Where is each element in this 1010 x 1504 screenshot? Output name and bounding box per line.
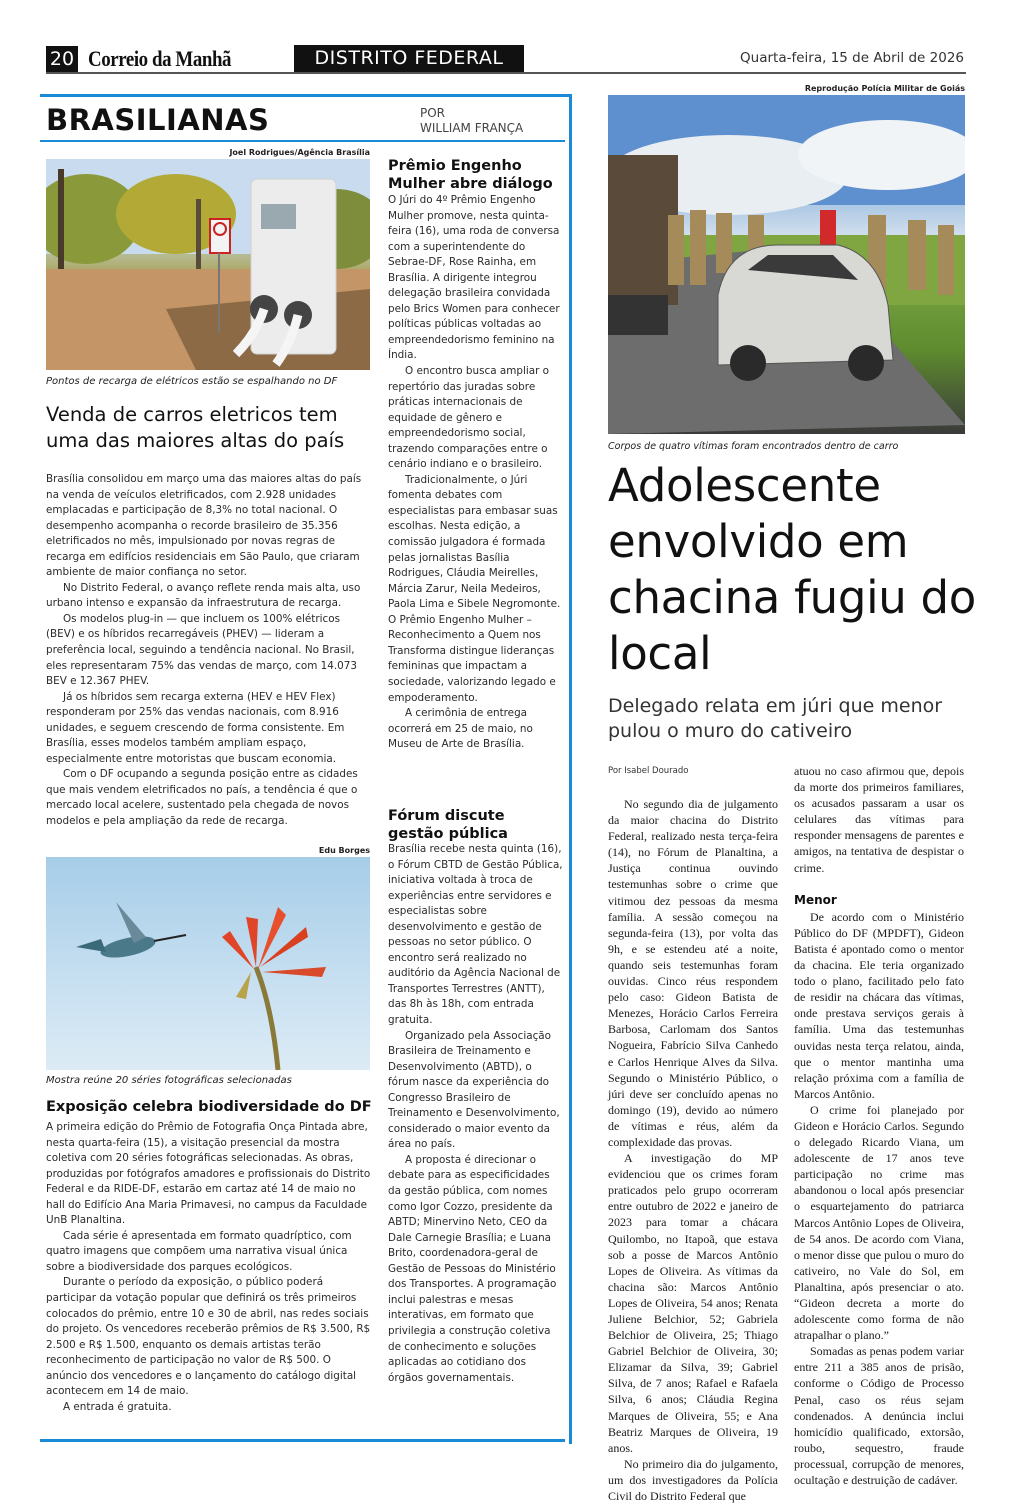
paragraph: Com o DF ocupando a segunda posição entre as cidades que mais vendem eletrificados no país, a tendência é que o mercado local acelere, sustentado pela chegada de novos modelos e pela ampliação da rede de recarga. bbox=[46, 768, 358, 828]
paragraph: No segundo dia de julgamento da maior chacina do Distrito Federal, realizado nesta terça-feira (14), no Fórum de Planaltina, a Justiça continua ouvindo testemunhas sobre o crime que vitimou dez pessoas da mesma família. A sessão começou na segunda-feira (13), por volta das 9h, e se estendeu até a noite, quando seis testemunhas foram ouvidas. Cinco réus respondem pelo caso: Gideon Batista de Menezes, Horácio Carlos Ferreira Barbosa, Carlomam dos Santos Nogueira, Fabrício Silva Canhedo e Carlos Henrique Alves da Silva. Segundo o Ministério Público, o júri deve ser concluído apenas no domingo (19), devido ao número de vítimas e réus, além da complexidade das provas. bbox=[608, 797, 778, 1149]
photo-caption: Mostra reúne 20 séries fotográficas selecionadas bbox=[46, 1075, 292, 1086]
main-headline: Adolescente envolvido em chacina fugiu do local bbox=[608, 459, 977, 680]
author-byline: Por Isabel Dourado bbox=[608, 766, 689, 776]
column-box-bottom-border bbox=[40, 1439, 565, 1442]
paragraph: Somadas as penas podem variar entre 211 a 385 anos de prisão, conforme o Código de Processo Penal, caso os réus sejam condenados. A denúncia inclui homicídio qualificado, extorsão, roubo, sequestro, fraude processual, corrupção de menores, ocultação e destruição de cadáver. bbox=[794, 1344, 964, 1488]
paragraph: O crime foi planejado por Gideon e Horácio Carlos. Segundo o delegado Ricardo Viana, um adolescente de 17 anos teve participação no crime mas abandonou o local após presenciar o esquartejamento do patriarca Marcos Antônio Lopes de Oliveira, de 54 anos. De acordo com Viana, o menor disse que pulou o muro do cativeiro, no Vale do Sol, em Planaltina, após presenciar o ato. “Gideon decreta a morte do adolescente como forma de não atrapalhar o plano.” bbox=[794, 1102, 964, 1343]
burned-car-illustration bbox=[608, 95, 965, 434]
article-body bbox=[388, 842, 563, 1386]
paragraph: A entrada é gratuita. bbox=[63, 1400, 172, 1413]
article-column-2 bbox=[794, 763, 964, 1488]
hummingbird-illustration bbox=[46, 857, 370, 1070]
paragraph: A cerimônia de entrega ocorrerá em 25 de maio, no Museu de Arte de Brasília. bbox=[388, 707, 533, 751]
main-deck: Delegado relata em júri que menor pulou o muro do cativeiro bbox=[608, 695, 943, 742]
edition-date: Quarta-feira, 15 de Abril de 2026 bbox=[740, 50, 964, 66]
paragraph: A primeira edição do Prêmio de Fotografia Onça Pintada abre, nesta quarta-feira (15), a visitação presencial da mostra coletiva com 20 séries fotográficas selecionadas. As obras, produzidas por fotógrafos amadores e profissionais do Distrito Federal e da RIDE-DF, estarão em cartaz até 14 de maio no hall do Edifício Ana Maria Primavesi, no campus da Faculdade UnB Planaltina. bbox=[46, 1121, 371, 1227]
paragraph: O encontro busca ampliar o repertório das juradas sobre práticas internacionais de equidade de gênero e empreendedorismo social, trazendo comparações entre o cenário indiano e o brasileiro. bbox=[388, 365, 550, 471]
section-label: DISTRITO FEDERAL bbox=[294, 45, 524, 72]
paragraph: Organizado pela Associação Brasileira de Treinamento e Desenvolvimento (ABTD), o fórum nasce da experiência do Congresso Brasileiro de Treinamento e Desenvolvimento, considerado o maior evento da área no país. bbox=[388, 1029, 560, 1151]
paragraph: Já os híbridos sem recarga externa (HEV e HEV Flex) responderam por 25% das vendas nacionais, com 8.916 unidades, e seguem crescendo de forma consistente. Em Brasília, esses modelos também ampliam espaço, especialmente entre motoristas que buscam economia. bbox=[46, 690, 345, 765]
photo-credit: Edu Borges bbox=[318, 846, 370, 855]
column-box-right-border bbox=[569, 94, 572, 1444]
paragraph: O Júri do 4º Prêmio Engenho Mulher promove, nesta quinta-feira (16), uma roda de conversa com a superintendente do Sebrae-DF, Rose Rainha, em Brasília. A dirigente integrou delegação brasileira convidada pelo Brics Women para conhecer políticas públicas voltadas ao empreendedorismo feminino na Índia. bbox=[388, 194, 560, 362]
article-headline: Exposição celebra biodiversidade do DF bbox=[46, 1099, 372, 1115]
burned-car-photo bbox=[608, 95, 965, 434]
paragraph: No primeiro dia do julgamento, um dos investigadores da Polícia Civil do Distrito Federal que bbox=[608, 1456, 778, 1504]
column-title-rule bbox=[40, 140, 565, 142]
masthead-rule bbox=[46, 72, 966, 74]
article-body bbox=[46, 1120, 372, 1415]
column-box-top-border bbox=[40, 94, 571, 97]
ev-charger-illustration bbox=[46, 159, 370, 370]
column-title: BRASILIANAS bbox=[46, 103, 270, 137]
ev-charger-photo bbox=[46, 159, 370, 370]
photo-credit: Reprodução Polícia Militar de Goiás bbox=[804, 84, 965, 93]
paragraph: Brasília recebe nesta quinta (16), o Fórum CBTD de Gestão Pública, iniciativa voltada à troca de experiências entre servidores e especialistas sobre desenvolvimento e gestão de pessoas no setor público. O encontro será realizado no auditório da Agência Nacional de Transportes Terrestres (ANTT), das 8h às 18h, com entrada gratuita. bbox=[388, 843, 563, 1027]
article-headline: Venda de carros eletricos tem uma das maiores altas do país bbox=[46, 403, 345, 452]
photo-credit: Joel Rodrigues/Agência Brasília bbox=[229, 148, 370, 157]
page-number: 20 bbox=[46, 46, 78, 72]
article-column-1 bbox=[608, 796, 778, 1504]
paragraph: Tradicionalmente, o Júri fomenta debates com especialistas para embasar suas escolhas. Nesta edição, a comissão julgadora é formada pelas jornalistas Basília Rodrigues, Cláudia Meirelles, Márcia Zarur, Neila Medeiros, Paola Lima e Sibele Negromonte. bbox=[388, 473, 561, 611]
column-byline bbox=[420, 106, 523, 136]
paragraph: No Distrito Federal, o avanço reflete renda mais alta, uso urbano intenso e expansão da infraestrutura de recarga. bbox=[46, 581, 361, 610]
byline-name: WILLIAM FRANÇA bbox=[420, 121, 524, 135]
article-headline: Prêmio Engenho Mulher abre diálogo bbox=[388, 158, 553, 192]
article-headline: Fórum discute gestão pública bbox=[388, 808, 508, 842]
paragraph: A investigação do MP evidenciou que os crimes foram praticados pelo grupo ocorreram entre outubro de 2022 e janeiro de 2023 para tomar a chácara Quilombo, no Itapoã, que estava sob a posse de Marcos Antônio Lopes de Oliveira. As vítimas da chacina são: Marcos Antônio Lopes de Oliveira, 54 anos; Renata Juliene Belchior, 52; Gabriela Belchior de Oliveira, 25; Thiago Gabriel Belchior de Oliveira, 30; Elizamar da Silva, 39; Gabriel Silva, de 7 anos; Rafael e Rafaela Silva, 6 anos; Cláudia Regina Marques de Oliveira, 55; e Ana Beatriz Marques de Oliveira, 19 anos. bbox=[608, 1151, 778, 1455]
photo-caption: Pontos de recarga de elétricos estão se espalhando no DF bbox=[46, 376, 338, 387]
photo-caption: Corpos de quatro vítimas foram encontrados dentro de carro bbox=[608, 441, 899, 452]
paragraph: atuou no caso afirmou que, depois da morte dos primeiros familiares, os acusados passaram a usar os celulares das vítimas para responder mensagens de parentes e amigos, na tentativa de despistar o crime. bbox=[794, 764, 964, 875]
byline-label: POR bbox=[420, 106, 446, 120]
paragraph: Brasília consolidou em março uma das maiores altas do país na venda de veículos eletrificados, com 2.928 unidades emplacadas e participação de 8,3% no total nacional. O desempenho acompanha o recorde brasileiro de 35.356 eletrificados no mês, impulsionado por novas regras de recarga em edifícios residenciais em São Paulo, que criaram ambiente de maior confiança no setor. bbox=[46, 473, 362, 579]
paragraph: Cada série é apresentada em formato quadríptico, com quatro imagens que compõem uma narrativa visual única sobre a biodiversidade dos parques ecológicos. bbox=[46, 1229, 352, 1273]
paragraph: A proposta é direcionar o debate para as especificidades da gestão pública, com nomes como Igor Cozzo, presidente da ABTD; Minervino Neto, CEO da Dale Carnegie Brasília; e Luana Brito, coordenadora-geral de Gestão de Pessoas do Ministério dos Transportes. A programação inclui palestras e mesas interativas, em formato que privilegia a construção coletiva de conhecimento e soluções aplicadas ao cotidiano dos órgãos governamentais. bbox=[388, 1153, 557, 1384]
article-subhead: Menor bbox=[794, 892, 837, 907]
article-body bbox=[46, 472, 372, 830]
paragraph: Durante o período da exposição, o público poderá participar da votação popular que definirá os três primeiros colocados do prêmio, entre 10 e 30 de abril, nas redes sociais do projeto. Os vencedores receberão prêmios de R$ 3.500, R$ 2.500 e R$ 1.500, enquanto os demais artistas terão reconhecimento de participação no valor de R$ 500. O anúncio dos vencedores e o lançamento do catálogo digital acontecem em 14 de maio. bbox=[46, 1276, 371, 1398]
paragraph: O Prêmio Engenho Mulher – Reconhecimento a Quem nos Transforma distingue lideranças femininas que impactam a sociedade, valorizando legado e empoderamento. bbox=[388, 613, 556, 704]
article-body bbox=[388, 193, 563, 753]
newspaper-name: Correio da Manhã bbox=[88, 46, 232, 71]
hummingbird-photo bbox=[46, 857, 370, 1070]
paragraph: De acordo com o Ministério Público do DF (MPDFT), Gideon Batista é apontado como o mentor da chacina. Ele teria organizado todo o plano, facilitado pelo fato de residir na chácara das vítimas, onde prestava serviços gerais à família. Uma das testemunhas ouvidas nesta terça relatou, ainda, que o mentor mantinha uma relação próxima com a família de Marcos Antônio. bbox=[794, 909, 964, 1101]
paragraph: Os modelos plug-in — que incluem os 100% elétricos (BEV) e os híbridos recarregáveis (PHEV) — lideram a preferência local, seguindo a tendência nacional. No Brasil, eles representaram 75% das vendas de março, com 14.073 BEV e 12.367 PHEV. bbox=[46, 612, 357, 688]
